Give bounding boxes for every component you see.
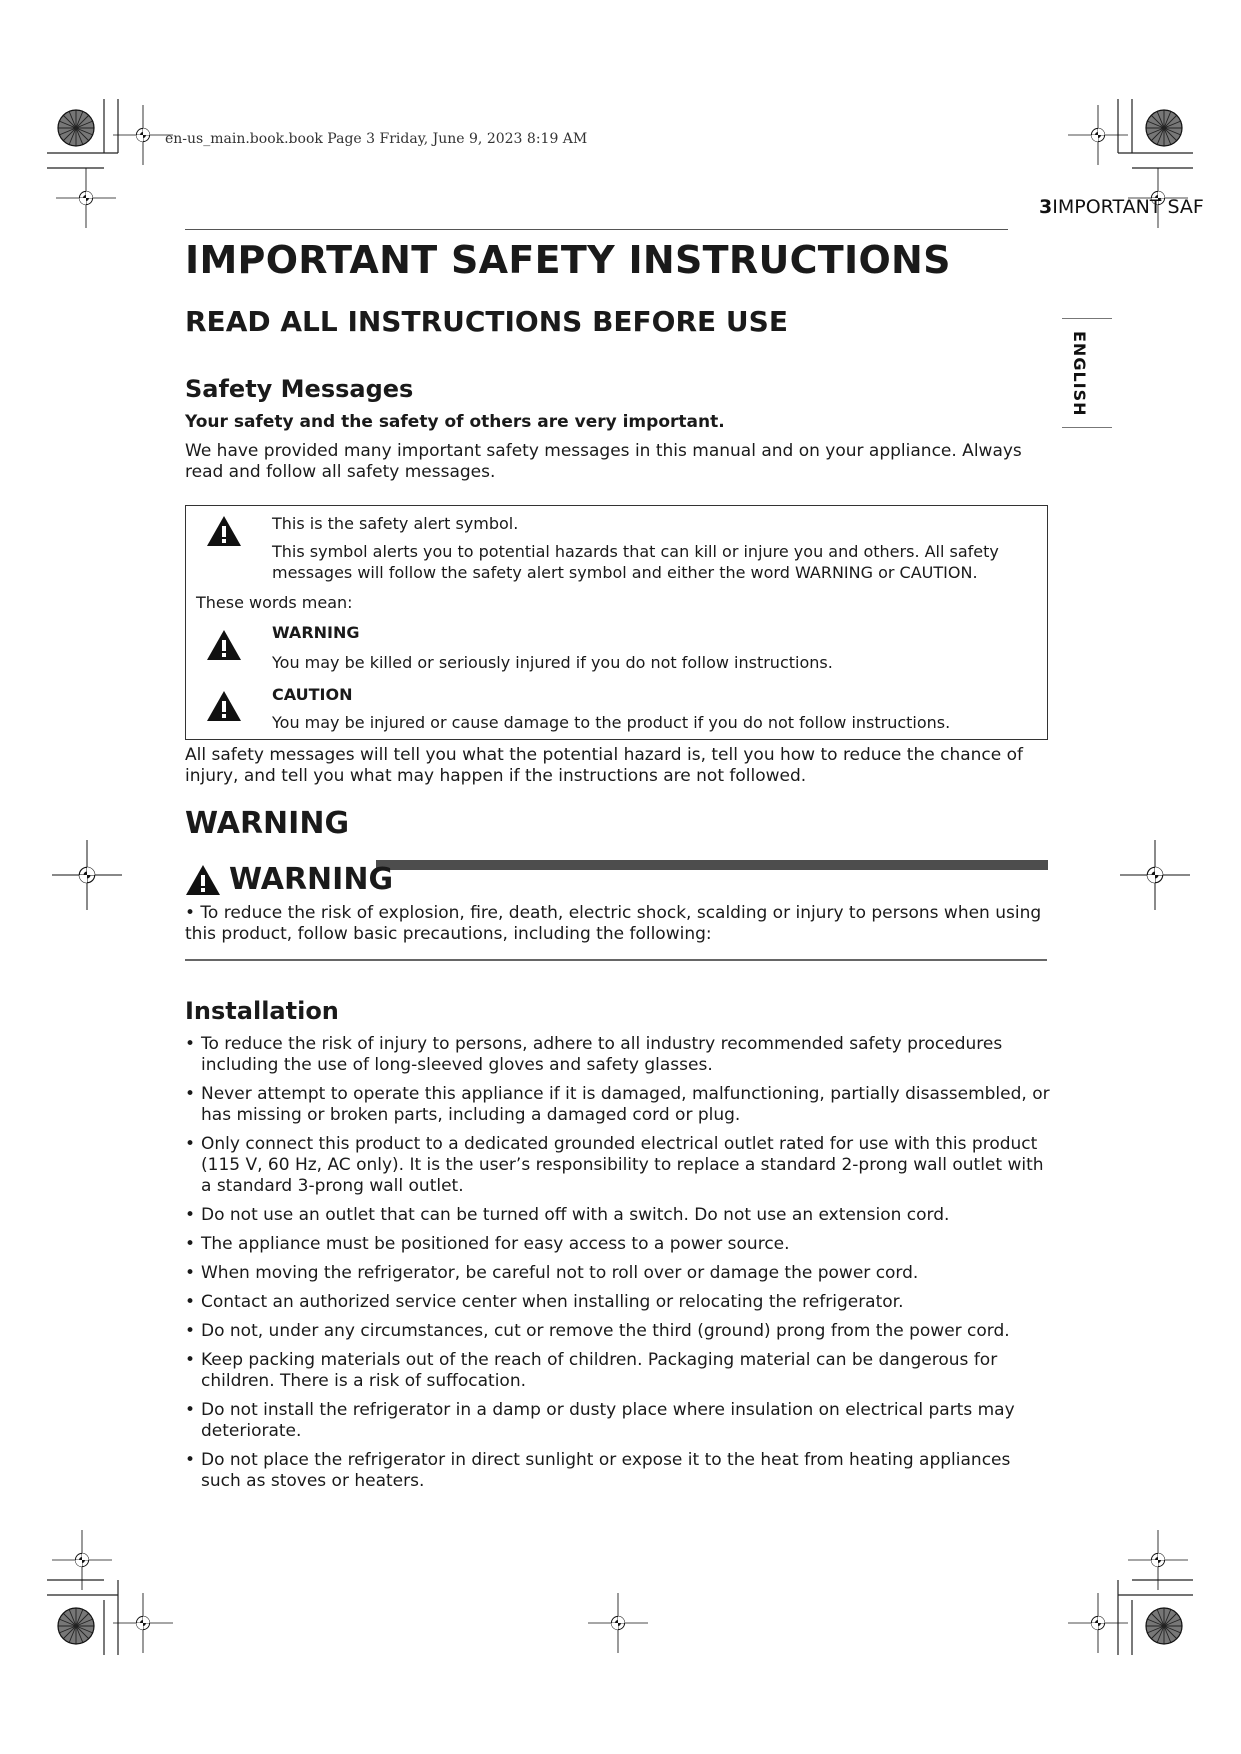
installation-list — [185, 1034, 1055, 1500]
warning-label: WARNING — [272, 623, 360, 642]
list-item: • Contact an authorized service center when installing or relocating the refrigerator. — [185, 1292, 1055, 1313]
list-item: • To reduce the risk of injury to persons, adhere to all industry recommended safety procedures including the use of long-sleeved gloves and safety glasses. — [185, 1034, 1055, 1076]
warning-banner-bar — [376, 860, 1048, 870]
list-item: • Only connect this product to a dedicated grounded electrical outlet rated for use with this product (115 V, 60 Hz, AC only). It is the user’s responsibility to replace a standard 2-prong wall outlet with a standard 3-prong wall outlet. — [185, 1134, 1055, 1197]
installation-heading: Installation — [185, 997, 339, 1025]
words-mean: These words mean: — [196, 593, 353, 612]
list-item: • Keep packing materials out of the reach of children. Packaging material can be dangerous for children. There is a risk of suffocation. — [185, 1350, 1055, 1392]
safety-intro: We have provided many important safety messages in this manual and on your appliance. Always read and follow all safety messages. — [185, 441, 1022, 482]
safety-summary: All safety messages will tell you what the potential hazard is, tell you how to reduce the chance of injury, and tell you what may happen if the instructions are not followed. — [185, 745, 1024, 786]
crosshair-icon — [113, 1593, 173, 1653]
language-tab-label: ENGLISH — [1070, 331, 1089, 417]
starburst-icon — [1144, 108, 1184, 148]
starburst-icon — [1144, 1606, 1184, 1646]
crosshair-icon — [113, 105, 173, 165]
starburst-icon — [56, 108, 96, 148]
list-item: • Do not install the refrigerator in a damp or dusty place where insulation on electrical parts may deteriorate. — [185, 1400, 1055, 1442]
alert-line-2: This symbol alerts you to potential hazards that can kill or injure you and others. All safety messages will follow the safety alert symbol and either the word WARNING or CAUTION. — [272, 542, 999, 582]
caution-label: CAUTION — [272, 685, 353, 704]
warning-alert-icon — [206, 629, 242, 661]
list-item: • Do not, under any circumstances, cut or remove the third (ground) prong from the power cord. — [185, 1321, 1055, 1342]
list-item: • Do not use an outlet that can be turned off with a switch. Do not use an extension cord. — [185, 1205, 1055, 1226]
alert-line-1: This is the safety alert symbol. — [272, 514, 519, 533]
page-title: IMPORTANT SAFETY INSTRUCTIONS — [185, 238, 951, 282]
list-item: • When moving the refrigerator, be careful not to roll over or damage the power cord. — [185, 1263, 1055, 1284]
safety-alert-box — [185, 505, 1048, 740]
page-number: 3 — [1039, 196, 1053, 218]
header-rule — [185, 229, 1008, 230]
safety-lead: Your safety and the safety of others are very important. — [185, 412, 725, 432]
crosshair-icon — [1120, 830, 1190, 920]
warning-rule — [185, 959, 1047, 961]
crosshair-icon — [56, 168, 116, 228]
list-item: • The appliance must be positioned for easy access to a power source. — [185, 1234, 1055, 1255]
running-title: IMPORTANT SAF — [1052, 196, 1204, 218]
language-tab — [1062, 318, 1112, 428]
crosshair-icon — [1128, 1515, 1188, 1605]
running-head — [1039, 196, 1204, 218]
warning-text: • To reduce the risk of explosion, fire, death, electric shock, scalding or injury to persons when using this product, follow basic precautions, including the following: — [185, 903, 1042, 944]
safety-messages-heading: Safety Messages — [185, 375, 414, 403]
list-item: • Do not place the refrigerator in direct sunlight or expose it to the heat from heating appliances such as stoves or heaters. — [185, 1450, 1055, 1492]
page-subtitle: READ ALL INSTRUCTIONS BEFORE USE — [185, 305, 788, 338]
crosshair-icon — [1068, 1593, 1128, 1653]
crosshair-icon — [52, 1515, 112, 1605]
warning-heading: WARNING — [185, 806, 350, 841]
safety-alert-icon — [206, 515, 242, 547]
warning-banner-icon — [185, 864, 221, 896]
crosshair-icon — [573, 1593, 663, 1653]
warning-definition: You may be killed or seriously injured if you do not follow instructions. — [272, 653, 833, 672]
warning-banner — [185, 862, 393, 897]
crosshair-icon — [1068, 105, 1128, 165]
warning-banner-label: WARNING — [229, 862, 394, 897]
caution-alert-icon — [206, 690, 242, 722]
caution-definition: You may be injured or cause damage to the product if you do not follow instructions. — [272, 713, 951, 732]
crosshair-icon — [52, 830, 122, 920]
list-item: • Never attempt to operate this appliance if it is damaged, malfunctioning, partially disassembled, or has missing or broken parts, including a damaged cord or plug. — [185, 1084, 1055, 1126]
printer-slug: en-us_main.book.book Page 3 Friday, June 9, 2023 8:19 AM — [165, 131, 588, 147]
starburst-icon — [56, 1606, 96, 1646]
